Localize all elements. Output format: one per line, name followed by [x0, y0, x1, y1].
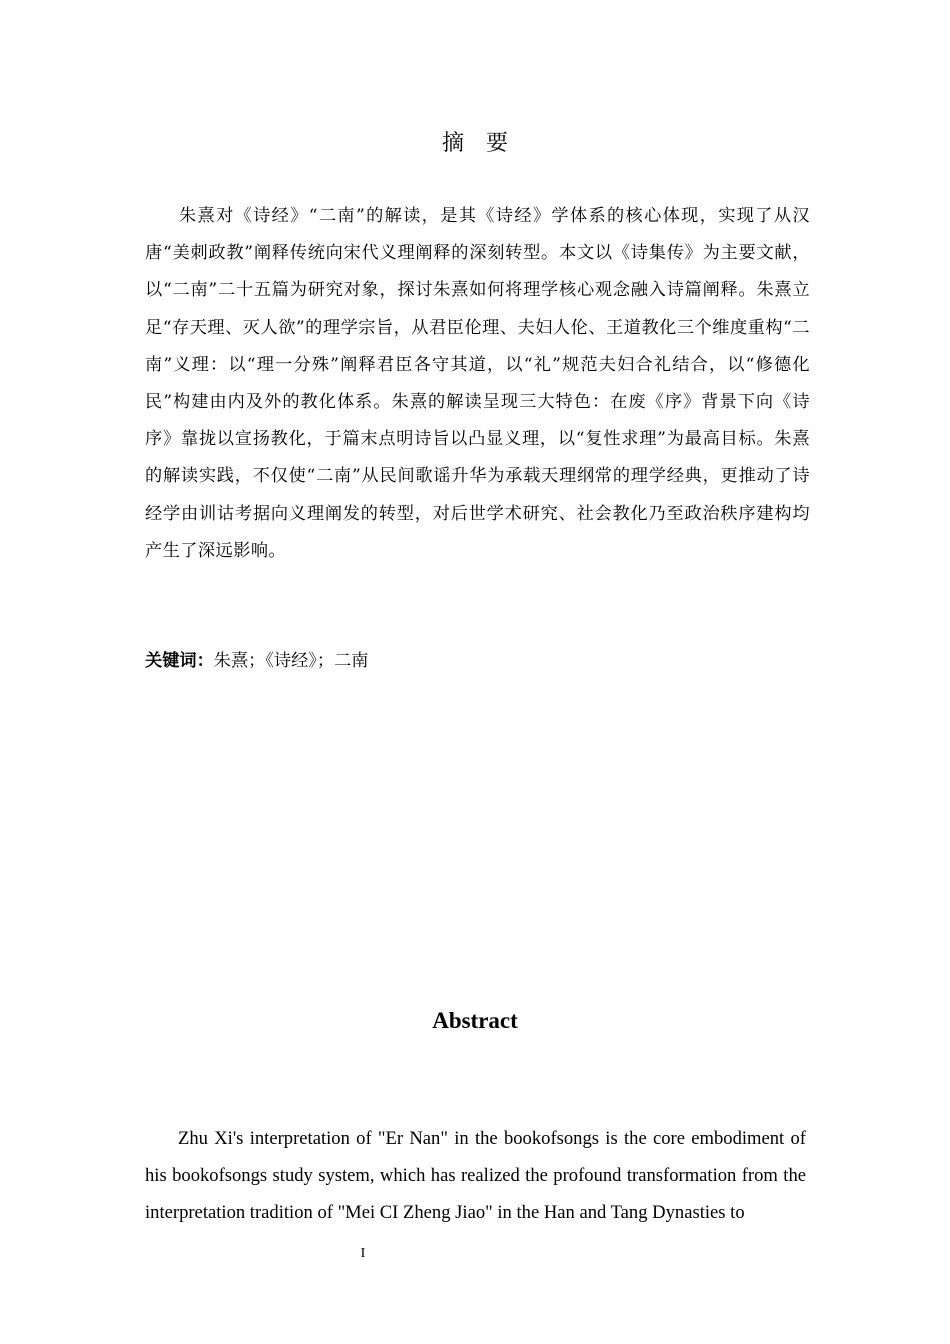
- keywords-label: 关键词：: [145, 651, 214, 671]
- english-abstract-title: Abstract: [432, 1008, 518, 1033]
- page-number: I: [360, 1246, 366, 1261]
- chinese-abstract-title: 摘 要: [441, 131, 508, 156]
- keywords-line: [145, 646, 368, 676]
- english-abstract-body: Zhu Xi's interpretation of "Er Nan" in the bookofsongs is the core embodiment of his bookofsongs study system, which has realized the profound transformation from the interpretation tradition of "Mei CI Zheng Jiao" in the Han and Tang Dynasties to: [145, 1128, 806, 1224]
- keywords-value: 朱熹；《诗经》；二南: [213, 651, 369, 671]
- chinese-abstract-body: 朱熹对《诗经》“二南”的解读，是其《诗经》学体系的核心体现，实现了从汉唐“美刺政教”阐释传统向宋代义理阐释的深刻转型。本文以《诗集传》为主要文献，以“二南”二十五篇为研究对象，探讨朱熹如何将理学核心观念融入诗篇阐释。朱熹立足“存天理、灭人欲”的理学宗旨，从君臣伦理、夫妇人伦、王道教化三个维度重构“二南”义理：以“理一分殊”阐释君臣各守其道，以“礼”规范夫妇合礼结合，以“修德化民”构建由内及外的教化体系。朱熹的解读呈现三大特色：在废《序》背景下向《诗序》靠拢以宣扬教化，于篇末点明诗旨以凸显义理，以“复性求理”为最高目标。朱熹的解读实践，不仅使“二南”从民间歌谣升华为承载天理纲常的理学经典，更推动了诗经学由训诂考据向义理阐发的转型，对后世学术研究、社会教化乃至政治秩序建构均产生了深远影响。: [145, 206, 810, 561]
